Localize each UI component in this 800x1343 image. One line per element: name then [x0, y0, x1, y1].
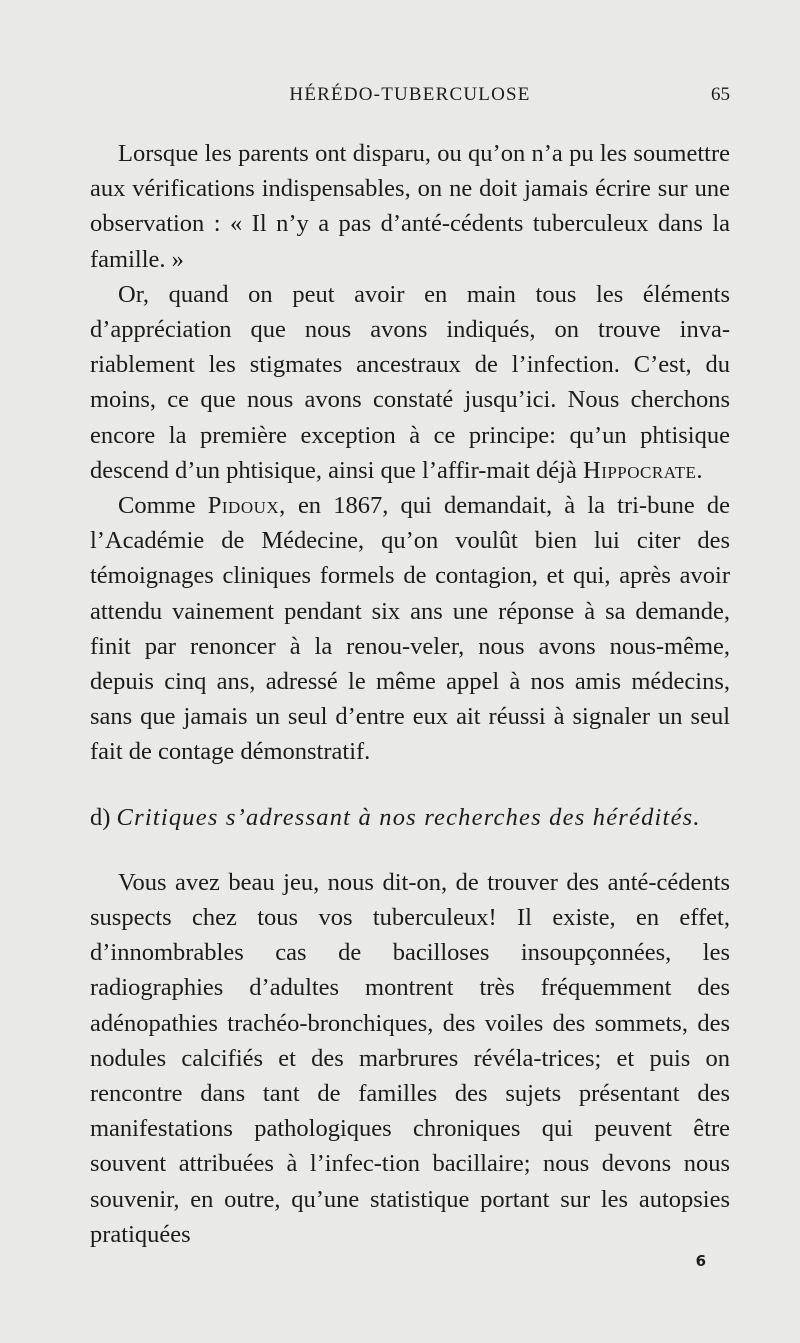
running-title: HÉRÉDO-TUBERCULOSE [289, 84, 531, 105]
paragraph-1: Lorsque les parents ont disparu, ou qu’on n’a pu les soumettre aux vérifications indispensables, on ne doit jamais écrire sur une observation : « Il n’y a pas d’anté-cédents tuberculeux dans la famille. » [90, 140, 730, 273]
paragraph-3 [90, 488, 730, 770]
running-header [90, 84, 730, 114]
paragraph-2-text: Or, quand on peut avoir en main tous les éléments d’appréciation que nous avons indiqués, on trouve inva-riablement les stigmates ancestraux de l’infection. C’est, du moins, ce que nous avons constaté jusqu’ici. Nous cherchons encore la première exception à ce principe: qu’un phtisique descend d’un phtisique, ainsi que l’affir-mait déjà [90, 280, 730, 484]
page-number: 65 [711, 84, 730, 105]
paragraph-4: Vous avez beau jeu, nous dit-on, de trouver des anté-cédents suspects chez tous vos tuberculeux! Il existe, en effet, d’innombrables cas de bacilloses insoupçonnées, les radiographies d’adultes montrent très fréquemment des adénopathies trachéo-bronchiques, des voiles des sommets, des nodules calcifiés et des marbrures révéla-trices; et puis on rencontre dans tant de familles des sujets présentant des manifestations pathologiques chroniques qui peuvent être souvent attribuées à l’infec-tion bacillaire; nous devons nous souvenir, en outre, qu’une statistique portant sur les autopsies pratiquées [90, 868, 730, 1248]
section-heading [90, 800, 730, 835]
author-pidoux: Pidoux, [207, 492, 286, 520]
paragraph-2 [90, 277, 730, 488]
section-title: Critiques s’adressant à nos recherches des hérédités. [116, 803, 701, 831]
paragraph-3-start: Comme [118, 492, 196, 520]
author-hippocrate: Hippocrate. [583, 456, 704, 484]
body-text [90, 136, 730, 1252]
paragraph-3-text: en 1867, qui demandait, à la tri-bune de l’Académie de Médecine, qu’on voulût bien lui citer des témoignages cliniques formels de contagion, et qui, après avoir attendu vainement pendant six ans une réponse à sa demande, finit par renoncer à la renou-veler, nous avons nous-même, depuis cinq ans, adressé le même appel à nos amis médecins, sans que jamais un seul d’entre eux ait réussi à signaler un seul fait de contage démonstratif. [90, 492, 730, 766]
section-label: d) [90, 803, 111, 831]
signature-mark: 6 [695, 1252, 706, 1270]
